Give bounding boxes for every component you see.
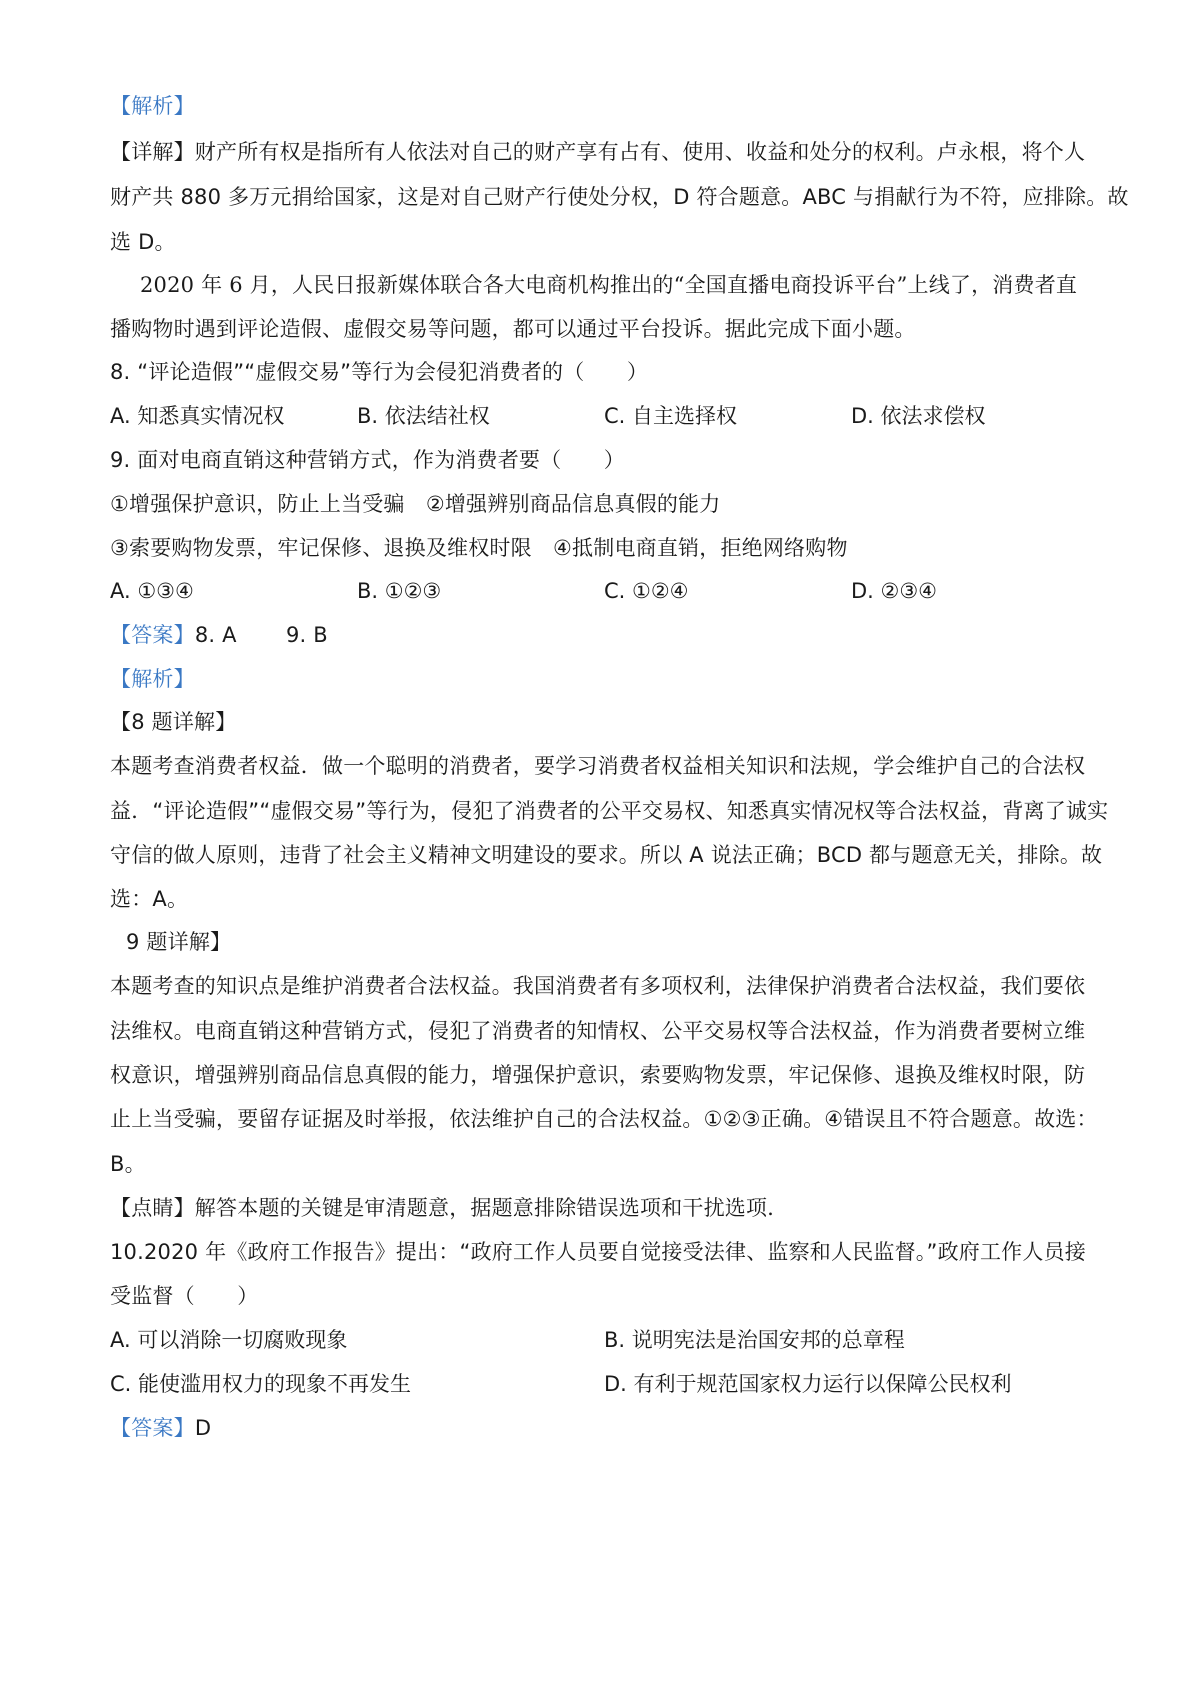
question-8-option-c: C. 自主选择权 (604, 404, 738, 428)
answer-1 (110, 620, 1100, 650)
analysis-label: 【解析】 (110, 94, 195, 118)
question-8-option-d: D. 依法求偿权 (851, 404, 986, 428)
dianjing-note: 【点睛】解答本题的关键是审清题意，据题意排除错误选项和干扰选项． (110, 1196, 789, 1220)
question-9-option-c: C. ①②④ (604, 579, 689, 603)
detail-9-heading: 9 题详解】 (126, 930, 232, 954)
answer-1-label: 【答案】 (110, 623, 195, 647)
detail-8-line-3: 守信的做人原则，违背了社会主义精神文明建设的要求。所以 A 说法正确；BCD 都与题意无关，排除。故 (110, 843, 1103, 867)
detail-8-line-2: 益．“评论造假”“虚假交易”等行为，侵犯了消费者的公平交易权、知悉真实情况权等合法权益，背离了诚实 (110, 799, 1109, 823)
question-9-option-d: D. ②③④ (851, 579, 937, 603)
question-10-option-a: A. 可以消除一切腐败现象 (110, 1328, 348, 1352)
detail-line-1: 【详解】财产所有权是指所有人依法对自己的财产享有占有、使用、收益和处分的权利。卢永根，将个人 (110, 140, 1086, 164)
answer-1-text: 8. A 9. B (194, 623, 328, 647)
question-9-option-a: A. ①③④ (110, 579, 194, 603)
question-8-stem: 8. “评论造假”“虚假交易”等行为会侵犯消费者的（ ） (110, 360, 649, 384)
detail-9-line-4: 止上当受骗，要留存证据及时举报，依法维护自己的合法权益。①②③正确。④错误且不符合题意。故选： (110, 1107, 1098, 1131)
question-8-option-b: B. 依法结社权 (357, 404, 490, 428)
question-9-stem: 9. 面对电商直销这种营销方式，作为消费者要（ ） (110, 448, 625, 472)
answer-2 (110, 1413, 1100, 1443)
detail-line-3: 选 D。 (110, 230, 176, 254)
question-9-items-1: ①增强保护意识，防止上当受骗 ②增强辨别商品信息真假的能力 (110, 492, 721, 516)
question-10-line-2: 受监督（ ） (110, 1284, 259, 1308)
material-line-1: 2020 年 6 月，人民日报新媒体联合各大电商机构推出的“全国直播电商投诉平台”上线了，消费者直 (140, 273, 1078, 297)
material-line-2: 播购物时遇到评论造假、虚假交易等问题，都可以通过平台投诉。据此完成下面小题。 (110, 317, 916, 341)
detail-8-heading: 【8 题详解】 (110, 710, 237, 734)
question-10-option-c: C. 能使滥用权力的现象不再发生 (110, 1372, 412, 1396)
question-9-option-b: B. ①②③ (357, 579, 442, 603)
detail-9-line-2: 法维权。电商直销这种营销方式，侵犯了消费者的知情权、公平交易权等合法权益，作为消费者要树立维 (110, 1019, 1086, 1043)
question-8-option-a: A. 知悉真实情况权 (110, 404, 285, 428)
analysis-2-label: 【解析】 (110, 667, 195, 691)
detail-line-2: 财产共 880 多万元捐给国家，这是对自己财产行使处分权，D 符合题意。ABC 与捐献行为不符，应排除。故 (110, 185, 1129, 209)
question-10-option-d: D. 有利于规范国家权力运行以保障公民权利 (604, 1372, 1012, 1396)
question-10-line-1: 10.2020 年《政府工作报告》提出：“政府工作人员要自觉接受法律、监察和人民监督。”政府工作人员接 (110, 1240, 1086, 1264)
detail-8-line-4: 选：A。 (110, 887, 189, 911)
question-9-items-2: ③索要购物发票，牢记保修、退换及维权时限 ④抵制电商直销，拒绝网络购物 (110, 536, 848, 560)
detail-9-line-3: 权意识，增强辨别商品信息真假的能力，增强保护意识，索要购物发票，牢记保修、退换及维权时限，防 (110, 1063, 1086, 1087)
answer-2-text: D (194, 1416, 212, 1440)
answer-2-label: 【答案】 (110, 1416, 195, 1440)
detail-8-line-1: 本题考查消费者权益．做一个聪明的消费者，要学习消费者权益相关知识和法规，学会维护自己的合法权 (110, 754, 1086, 778)
question-10-option-b: B. 说明宪法是治国安邦的总章程 (604, 1328, 905, 1352)
detail-9-line-1: 本题考查的知识点是维护消费者合法权益。我国消费者有多项权利，法律保护消费者合法权益，我们要依 (110, 974, 1086, 998)
detail-9-line-5: B。 (110, 1152, 146, 1176)
